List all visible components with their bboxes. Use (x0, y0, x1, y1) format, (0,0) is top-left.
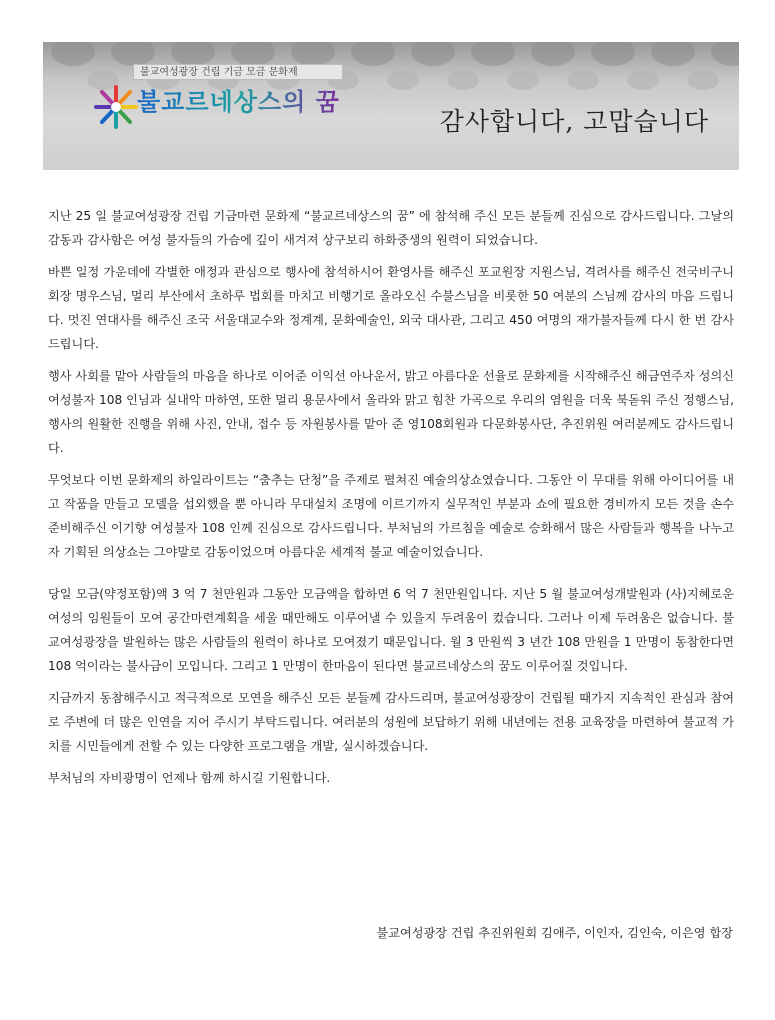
paragraph-4: 무엇보다 이번 문화제의 하일라이트는 “춤추는 단청”을 주제로 펼쳐진 예술의상쇼였습니다. 그동안 이 무대를 위해 아이디어를 내고 작품을 만들고 모델을 섭외했을 뿐 아니라 무대설치 조명에 이르기까지 실무적인 부분과 쇼에 필요한 경비까지 모든 것을 손수 준비해주신 이기향 여성불자 108 인께 진심으로 감사드립니다. 부처님의 가르침을 예술로 승화해서 많은 사람들과 행복을 나누고자 기획된 의상쇼는 그야말로 감동이었으며 아름다운 세계적 불교 예술이었습니다. (48, 473, 734, 559)
paragraph-1: 지난 25 일 불교여성광장 건립 기금마련 문화제 “불교르네상스의 꿈” 에 참석해 주신 모든 분들께 진심으로 감사드립니다. 그날의 감동과 감사함은 여성 불자들의 가슴에 깊이 새겨져 상구보리 하화중생의 원력이 되었습니다. (48, 209, 734, 247)
page-title: 감사합니다, 고맙습니다 (439, 107, 709, 136)
paragraph-5: 당일 모금(약정포함)액 3 억 7 천만원과 그동안 모금액을 합하면 6 억 7 천만원입니다. 지난 5 월 불교여성개발원과 (사)지혜로운여성의 임원들이 모여 공간마련계획을 세울 때만해도 이루어낼 수 있을지 두려움이 컸습니다. 그러나 이제 두려움은 없습니다. 불교여성광장을 발원하는 많은 사람들의 원력이 하나로 모여졌기 때문입니다. 월 3 만원씩 3 년간 108 만원을 1 만명이 동참한다면 108 억이라는 불사금이 모입니다. 그리고 1 만명이 한마음이 된다면 불교르네상스의 꿈도 이루어질 것입니다. (48, 587, 734, 673)
logo-title: 불교르네상스의 꿈 (137, 88, 340, 116)
event-logo (93, 64, 343, 124)
paragraph-3: 행사 사회를 맡아 사람들의 마음을 하나로 이어준 이익선 아나운서, 밝고 아름다운 선율로 문화제를 시작해주신 해금연주자 성의신 여성불자 108 인님과 실내악 마하연, 또한 멀리 용문사에서 올라와 맑고 힘찬 가곡으로 우리의 염원을 더욱 북돋워 주신 정행스님, 행사의 원활한 진행을 위해 사진, 안내, 접수 등 자원봉사를 맡아 준 영108회원과 다문화봉사단, 추진위원 여러분께도 감사드립니다. (48, 369, 734, 455)
lotus-burst-icon (93, 84, 139, 130)
paragraph-2: 바쁜 일정 가운데에 각별한 애정과 관심으로 행사에 참석하시어 환영사를 해주신 포교원장 지원스님, 격려사를 해주신 전국비구니회장 명우스님, 멀리 부산에서 초하루 법회를 마치고 비행기로 올라오신 수불스님을 비롯한 50 여분의 스님께 감사의 마음 드립니다. 멋진 연대사를 해주신 조국 서울대교수와 정계계, 문화예술인, 외국 대사관, 그리고 450 여명의 재가불자들께 다시 한 번 감사드립니다. (48, 265, 734, 351)
header-banner (43, 42, 739, 170)
signature-line: 불교여성광장 건립 추진위원회 김애주, 이인자, 김인숙, 이은영 합장 (376, 926, 733, 940)
letter-body (48, 204, 734, 798)
paragraph-7: 부처님의 자비광명이 언제나 함께 하시길 기원합니다. (48, 771, 331, 785)
event-subtitle: 불교여성광장 건립 기금 모금 문화제 (133, 64, 343, 80)
paragraph-6: 지금까지 동참해주시고 적극적으로 모연을 해주신 모든 분들께 감사드리며, 불교여성광장이 건립될 때가지 지속적인 관심과 참여로 주변에 더 많은 인연을 지어 주시기 부탁드립니다. 여러분의 성원에 보답하기 위해 내년에는 전용 교육장을 마련하여 불교적 가치를 시민들에게 전할 수 있는 다양한 프로그램을 개발, 실시하겠습니다. (48, 691, 734, 753)
